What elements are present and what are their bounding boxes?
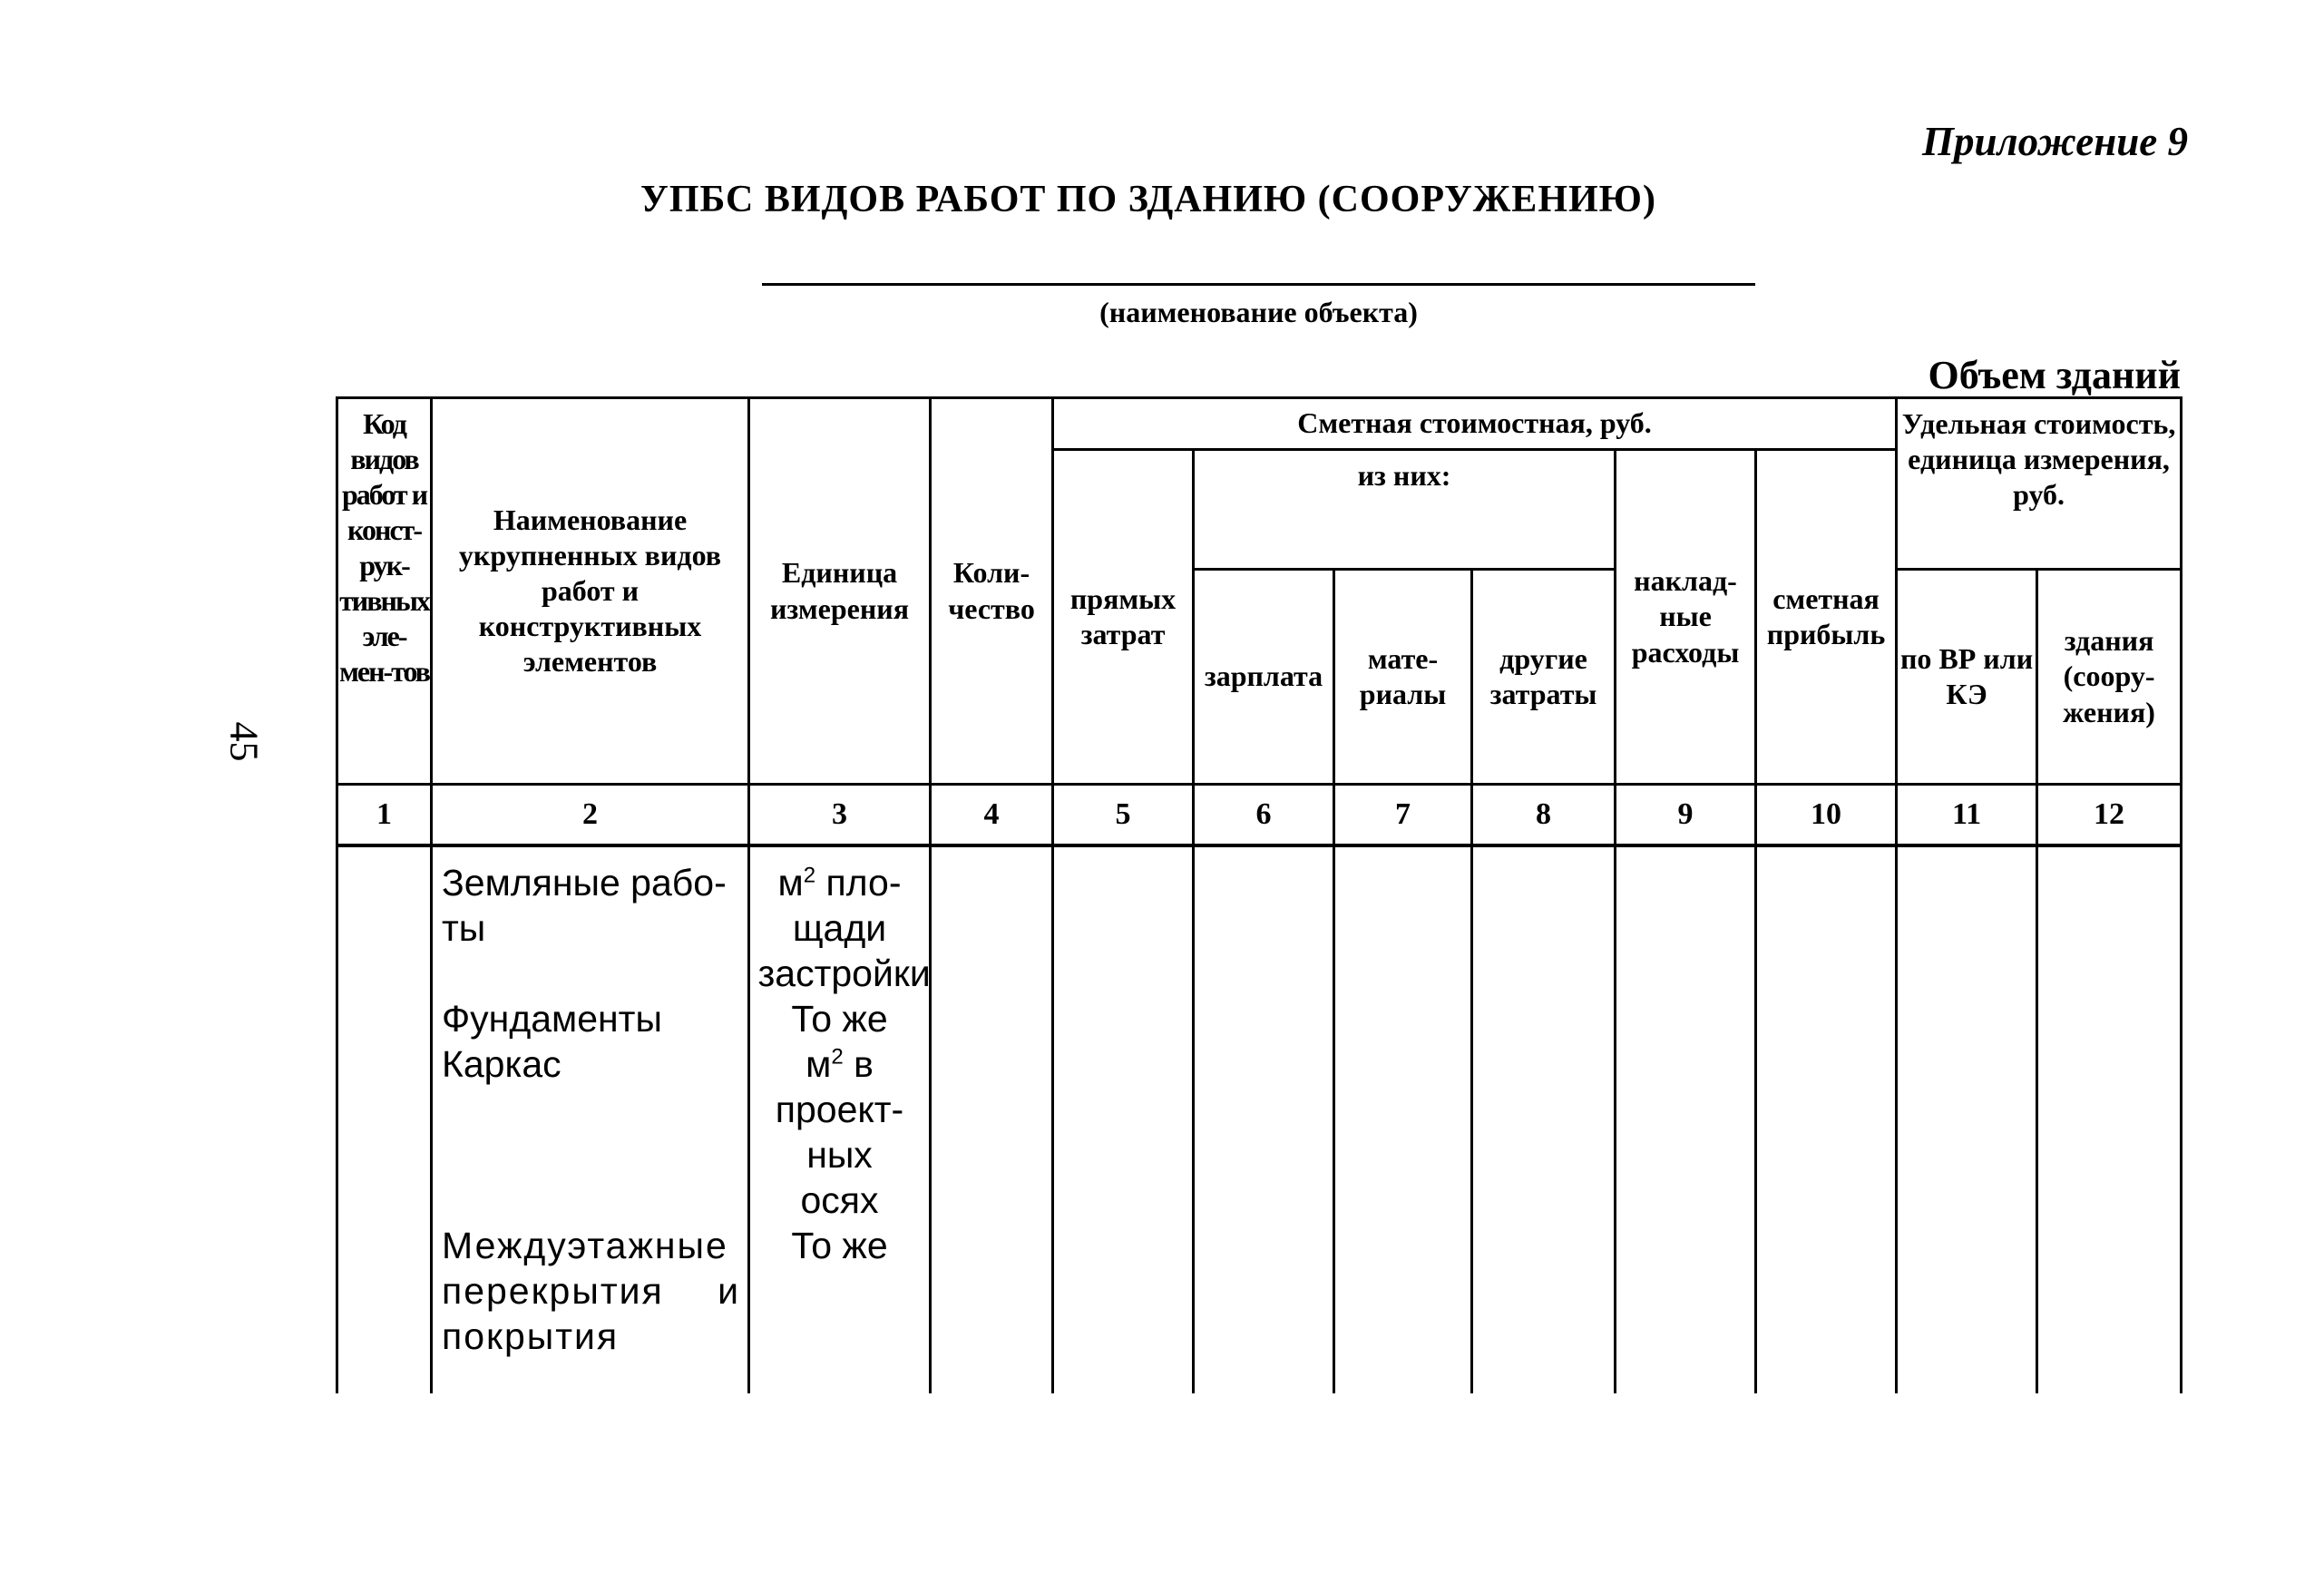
row-name: Фундаменты <box>442 998 662 1040</box>
document-title-text: УПБС ВИДОВ РАБОТ ПО ЗДАНИЮ (СООРУЖЕНИЮ) <box>640 179 1656 220</box>
header-materials: мате-риалы <box>1334 570 1472 785</box>
document-title <box>0 178 2324 221</box>
column-number: 7 <box>1334 785 1472 846</box>
column-number: 12 <box>2037 785 2182 846</box>
header-unit: Единица измерения <box>749 398 931 785</box>
column-number: 3 <box>749 785 931 846</box>
column-number: 5 <box>1053 785 1194 846</box>
object-name-caption: (наименование объекта) <box>1099 296 1418 328</box>
header-estimated-cost: Сметная стоимостная, руб. <box>1053 398 1897 450</box>
cost-table <box>336 396 2182 1393</box>
column-number: 2 <box>432 785 749 846</box>
column-number: 9 <box>1616 785 1756 846</box>
column-number-row <box>337 785 2182 846</box>
header-direct-costs: прямых затрат <box>1053 450 1194 785</box>
header-name: Наименование укрупненных видов работ и конструктивных элементов <box>432 398 749 785</box>
object-name-line <box>762 283 1755 286</box>
code-cell <box>337 845 432 1393</box>
overhead-cell <box>1616 845 1756 1393</box>
row-unit: То же <box>791 1225 888 1266</box>
page-number: 45 <box>221 721 267 762</box>
materials-cell <box>1334 845 1472 1393</box>
names-cell <box>432 845 749 1393</box>
table-body-row <box>337 845 2182 1393</box>
row-unit: То же <box>791 998 888 1040</box>
column-number: 8 <box>1472 785 1616 846</box>
volume-label: Объем зданий <box>1928 353 2181 397</box>
column-number: 10 <box>1756 785 1897 846</box>
column-number: 1 <box>337 785 432 846</box>
other-costs-cell <box>1472 845 1616 1393</box>
row-name: Междуэтажные перекрытия и покрытия <box>442 1225 740 1357</box>
header-per-work-type: по ВР или КЭ <box>1897 570 2037 785</box>
header-salary: зарплата <box>1194 570 1334 785</box>
per-work-type-cell <box>1897 845 2037 1393</box>
units-cell <box>749 845 931 1393</box>
column-number: 11 <box>1897 785 2037 846</box>
row-name: Земляные рабо-ты <box>442 862 727 949</box>
header-unit-cost: Удельная стоимость, единица измерения, руб. <box>1897 398 2182 570</box>
header-other-costs: другие затраты <box>1472 570 1616 785</box>
column-number: 6 <box>1194 785 1334 846</box>
row-name: Каркас <box>442 1043 561 1085</box>
salary-cell <box>1194 845 1334 1393</box>
profit-cell <box>1756 845 1897 1393</box>
column-number: 4 <box>931 785 1053 846</box>
annex-label: Приложение 9 <box>1922 119 2188 164</box>
header-quantity: Коли-чество <box>931 398 1053 785</box>
header-per-building: здания (соору-жения) <box>2037 570 2182 785</box>
row-unit: $м^2$ пло-щади застройки <box>757 862 931 994</box>
direct-costs-cell <box>1053 845 1194 1393</box>
header-of-them: из них: <box>1194 450 1616 570</box>
header-profit: сметная прибыль <box>1756 450 1897 785</box>
header-code: Код видов работ и конст-рук-тивных эле-мен-тов <box>337 398 432 785</box>
row-unit: $м^2$ в проект-ных осях <box>775 1043 904 1221</box>
per-building-cell <box>2037 845 2182 1393</box>
quantity-cell <box>931 845 1053 1393</box>
header-overhead: наклад-ные расходы <box>1616 450 1756 785</box>
